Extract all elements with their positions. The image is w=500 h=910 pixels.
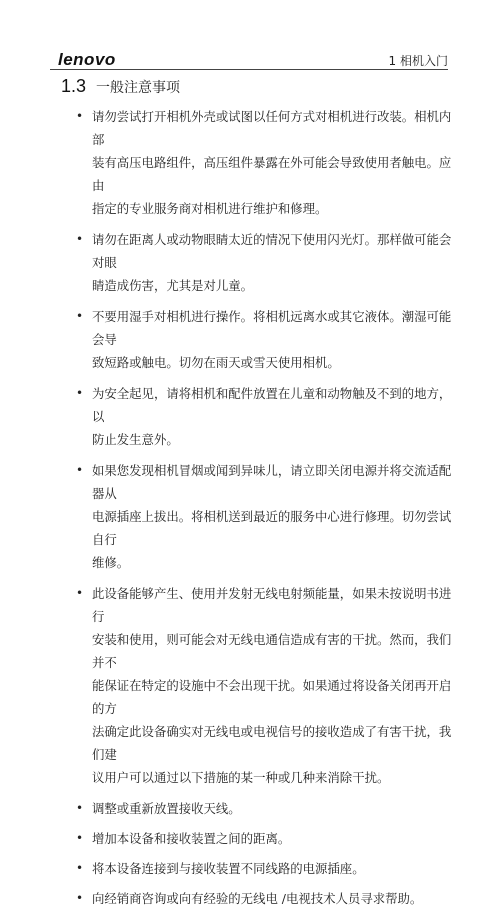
- item-text-line: 不要用湿手对相机进行操作。将相机远离水或其它液体。潮湿可能会导: [92, 309, 452, 347]
- item-text-line: 调整或重新放置接收天线。: [92, 801, 241, 816]
- lenovo-logo: lenovo: [58, 50, 116, 69]
- section-heading: [61, 76, 180, 97]
- list-item: [76, 857, 456, 880]
- item-text-line: 增加本设备和接收装置之间的距离。: [92, 831, 291, 846]
- item-text-line: 向经销商咨询或向有经验的无线电 /电视技术人员寻求帮助。: [92, 891, 423, 906]
- item-text-line: 致短路或触电。切勿在雨天或雪天使用相机。: [92, 355, 340, 370]
- item-text-line: 将本设备连接到与接收装置不同线路的电源插座。: [92, 861, 365, 876]
- item-text-line: 请勿尝试打开相机外壳或试图以任何方式对相机进行改装。相机内部: [92, 109, 452, 147]
- item-text-line: 睛造成伤害，尤其是对儿童。: [92, 278, 254, 293]
- item-text-line: 电源插座上拔出。将相机送到最近的服务中心进行修理。切勿尝试自行: [92, 509, 452, 547]
- bullet-icon: •: [76, 463, 84, 477]
- list-item: [76, 582, 456, 789]
- bullet-icon: •: [76, 861, 84, 875]
- bullet-icon: •: [76, 386, 84, 400]
- section-title: 一般注意事项: [96, 80, 181, 96]
- bullet-icon: •: [76, 232, 84, 246]
- bullet-icon: •: [76, 109, 84, 123]
- bullet-icon: •: [76, 309, 84, 323]
- section-number: 1.3: [61, 76, 87, 96]
- item-text-line: 防止发生意外。: [92, 432, 179, 447]
- list-item: [76, 105, 456, 220]
- header-rule: [50, 69, 448, 70]
- bullet-icon: •: [76, 801, 84, 815]
- bullet-icon: •: [76, 891, 84, 905]
- item-text-line: 安装和使用，则可能会对无线电通信造成有害的干扰。然而，我们并不: [92, 632, 452, 670]
- page-header: [50, 50, 448, 70]
- list-item: [76, 797, 456, 820]
- item-text-line: 如果您发现相机冒烟或闻到异味儿，请立即关闭电源并将交流适配器从: [92, 463, 452, 501]
- item-text-line: 能保证在特定的设施中不会出现干扰。如果通过将设备关闭再开启的方: [92, 678, 452, 716]
- precautions-list: [76, 105, 456, 910]
- item-text-line: 维修。: [92, 555, 130, 570]
- list-item: [76, 827, 456, 850]
- list-item: [76, 305, 456, 374]
- item-text-line: 法确定此设备确实对无线电或电视信号的接收造成了有害干扰，我们建: [92, 724, 452, 762]
- list-item: [76, 382, 456, 451]
- bullet-icon: •: [76, 586, 84, 600]
- item-text-line: 为安全起见，请将相机和配件放置在儿童和动物触及不到的地方，以: [92, 386, 452, 424]
- list-item: [76, 459, 456, 574]
- item-text-line: 请勿在距离人或动物眼睛太近的情况下使用闪光灯。那样做可能会对眼: [92, 232, 452, 270]
- chapter-label: 1 相机入门: [388, 54, 448, 68]
- item-text-line: 议用户可以通过以下措施的某一种或几种来消除干扰。: [92, 770, 390, 785]
- list-item: [76, 228, 456, 297]
- item-text-line: 此设备能够产生、使用并发射无线电射频能量，如果未按说明书进行: [92, 586, 452, 624]
- item-text-line: 指定的专业服务商对相机进行维护和修理。: [92, 201, 328, 216]
- list-item: [76, 887, 456, 910]
- bullet-icon: •: [76, 831, 84, 845]
- item-text-line: 装有高压电路组件，高压组件暴露在外可能会导致使用者触电。应由: [92, 155, 452, 193]
